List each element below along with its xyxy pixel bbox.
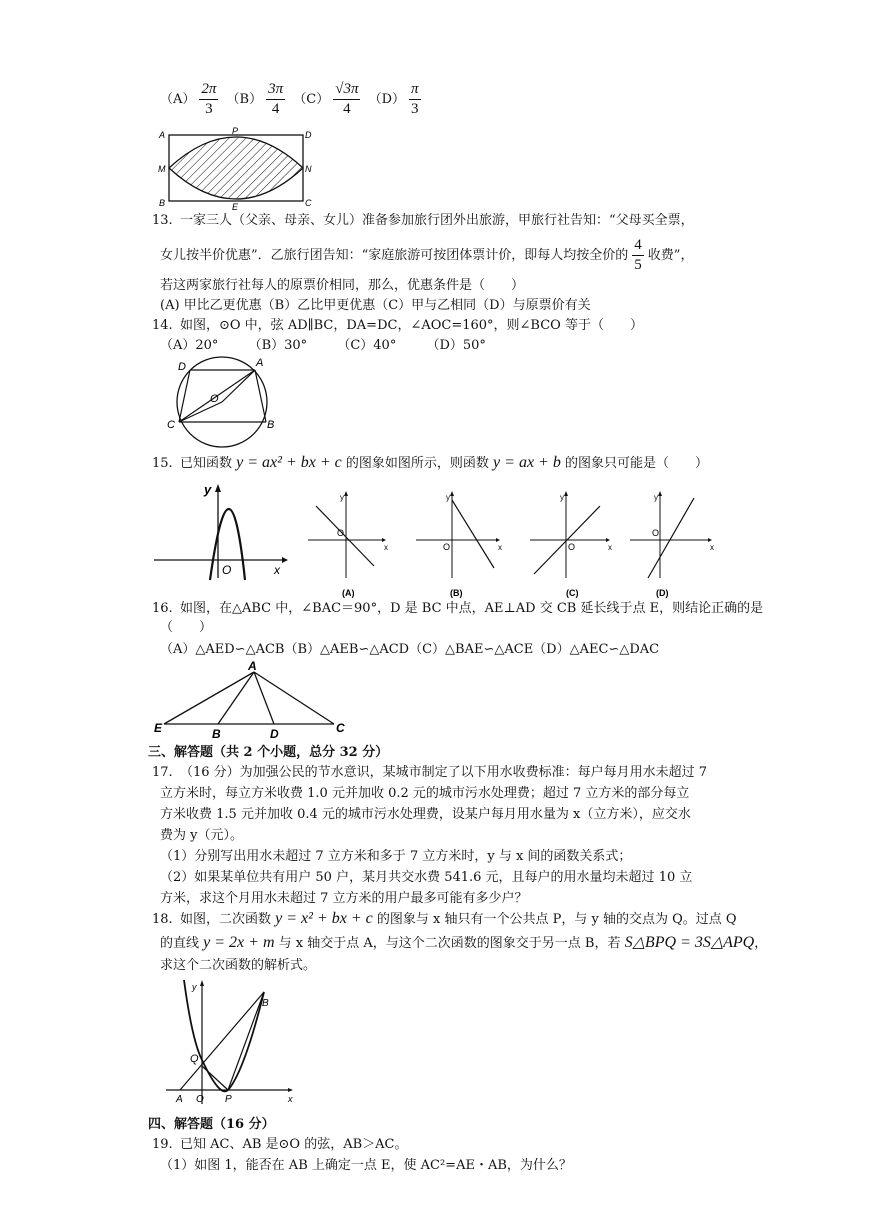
q18-equation-2: y = 2x + m bbox=[203, 934, 275, 951]
q12-d-num: π bbox=[409, 80, 421, 100]
q12-figure bbox=[156, 126, 316, 210]
label-d: D bbox=[178, 361, 186, 373]
q17-line-4: 费为 y（元）。 bbox=[160, 828, 243, 843]
label-b: B bbox=[267, 419, 275, 431]
q12-c-num: √3π bbox=[333, 80, 360, 100]
label-p: P bbox=[232, 126, 239, 136]
b-label: (B) bbox=[450, 588, 463, 598]
q18-text-1b: 的图象与 x 轴只有一个公共点 P，与 y 轴的交点为 Q。过点 Q bbox=[376, 912, 737, 927]
label-q: Q bbox=[190, 1053, 199, 1065]
label-c: C bbox=[167, 419, 175, 431]
d-o: O bbox=[652, 528, 660, 538]
q16-number: 16. bbox=[152, 601, 173, 616]
q17-part-2-cont: 方米，求这个月用水未超过 7 立方米的用户最多可能有多少户？ bbox=[160, 891, 528, 906]
a-x: x bbox=[384, 543, 388, 552]
label-n: N bbox=[305, 164, 312, 174]
d-y: y bbox=[654, 493, 658, 502]
origin-label: O bbox=[222, 563, 232, 577]
label-b: B bbox=[212, 727, 221, 740]
q18-figure bbox=[162, 976, 298, 1108]
q16-options: （A）△AED∽△ACB（B）△AEB∽△ACD（C）△BAE∽△ACE（D）△AEC∽△DAC bbox=[160, 642, 660, 657]
q14-option-a: （A）20° bbox=[160, 338, 219, 353]
q13-text-2a: 女儿按半价优惠”．乙旅行团告知：“家庭旅游可按团体票计价，即每人均按全价的 bbox=[160, 248, 629, 263]
b-x: x bbox=[498, 543, 502, 552]
q15-question bbox=[152, 452, 708, 474]
label-d: D bbox=[305, 130, 312, 140]
q18-text-2b: 与 x 轴交于点 A，与这个二次函数的图象交于另一点 B，若 bbox=[278, 936, 621, 951]
q14-number: 14. bbox=[152, 318, 173, 333]
q18-line-2 bbox=[160, 932, 767, 954]
q16-text: 如图，在△ABC 中，∠BAC＝90°，D 是 BC 中点，AE⊥AD 交 CB 延长线于点 E，则结论正确的是 bbox=[180, 601, 764, 616]
b-o: O bbox=[443, 542, 451, 552]
q17-line-1 bbox=[152, 762, 707, 783]
q15-parabola-graph bbox=[150, 478, 290, 582]
option-d-graph bbox=[630, 491, 714, 598]
label-p: P bbox=[225, 1094, 232, 1105]
q12-c-den: 4 bbox=[343, 101, 351, 117]
q14-option-d: （D）50° bbox=[426, 338, 486, 353]
q12-d-den: 3 bbox=[411, 101, 419, 117]
q13-line-1 bbox=[152, 210, 694, 231]
q13-fraction bbox=[632, 236, 644, 275]
q18-line-3: 求这个二次函数的解析式。 bbox=[160, 958, 317, 973]
q14-figure bbox=[164, 354, 282, 452]
c-o: O bbox=[568, 542, 576, 552]
q16-question bbox=[152, 598, 763, 619]
q12-options bbox=[160, 80, 425, 119]
q19-number: 19. bbox=[152, 1137, 173, 1152]
q14-text: 如图，⊙O 中，弦 AD∥BC，DA=DC，∠AOC=160°，则∠BCO 等于（ ） bbox=[180, 318, 643, 333]
q15-text-b: 的图象如图所示，则函数 bbox=[345, 456, 489, 471]
c-label: (C) bbox=[566, 588, 579, 598]
a-label: (A) bbox=[342, 588, 355, 598]
q15-equation-2: y = ax + b bbox=[493, 454, 561, 471]
axis-x-label: x bbox=[274, 563, 280, 577]
q12-a-num: 2π bbox=[199, 80, 218, 100]
q13-options: (A) 甲比乙更优惠（B）乙比甲更优惠（C）甲与乙相同（D）与原票价有关 bbox=[160, 298, 591, 313]
q13-frac-den: 5 bbox=[634, 257, 642, 273]
section-3-heading: 三、解答题（共 2 个小题，总分 32 分） bbox=[148, 745, 389, 760]
option-c-graph bbox=[530, 491, 612, 598]
q12-b-den: 4 bbox=[271, 101, 280, 117]
label-e: E bbox=[154, 721, 163, 735]
q15-number: 15. bbox=[152, 456, 173, 471]
q19-line-1 bbox=[152, 1134, 408, 1155]
q16-paren: （ ） bbox=[160, 620, 213, 635]
label-c: C bbox=[305, 198, 312, 208]
d-label: (D) bbox=[656, 588, 669, 598]
q18-number: 18. bbox=[152, 912, 173, 927]
q18-area-equation: S△BPQ = 3S△APQ bbox=[624, 934, 755, 951]
q15-text-a: 已知函数 bbox=[180, 456, 233, 471]
label-b: B bbox=[262, 998, 269, 1009]
label-y: y bbox=[192, 982, 197, 992]
hatched-region bbox=[169, 137, 303, 199]
q18-text-1a: 如图，二次函数 bbox=[180, 912, 272, 927]
q16-figure bbox=[150, 660, 356, 740]
label-o: O bbox=[196, 1094, 204, 1105]
q19-part-1: （1）如图 1，能否在 AB 上确定一点 E，使 AC²=AE・AB，为什么？ bbox=[160, 1158, 572, 1173]
q13-line-2 bbox=[160, 236, 693, 275]
q12-b-num: 3π bbox=[266, 80, 285, 100]
q17-number: 17. bbox=[152, 765, 173, 780]
option-b-graph bbox=[416, 491, 502, 598]
label-a: A bbox=[248, 660, 257, 673]
q17-part-1: （1）分别写出用水未超过 7 立方米和多于 7 立方米时，y 与 x 间的函数关系式； bbox=[160, 849, 632, 864]
line-qb bbox=[180, 992, 264, 1090]
q18-equation-1: y = x² + bx + c bbox=[275, 910, 373, 927]
label-a: A bbox=[159, 130, 166, 140]
option-a-graph bbox=[308, 491, 388, 598]
a-o: O bbox=[337, 528, 345, 538]
q14-option-b: （B）30° bbox=[248, 338, 308, 353]
q12-option-c-fraction bbox=[333, 80, 360, 119]
q19-text-1: 已知 AC、AB 是⊙O 的弦，AB＞AC。 bbox=[180, 1137, 408, 1152]
label-b: B bbox=[159, 198, 166, 208]
axis-y-label: y bbox=[204, 482, 212, 497]
label-x: x bbox=[288, 1094, 293, 1104]
q18-text-2c: ， bbox=[754, 936, 768, 951]
label-o: O bbox=[210, 393, 219, 405]
parabola-curve bbox=[184, 980, 264, 1091]
q15-option-graphs bbox=[304, 486, 714, 598]
q13-number: 13. bbox=[152, 213, 173, 228]
label-a: A bbox=[176, 1094, 183, 1105]
q14-option-c: （C）40° bbox=[337, 338, 397, 353]
q12-option-b-fraction bbox=[266, 80, 285, 119]
label-e: E bbox=[232, 202, 239, 210]
b-y: y bbox=[446, 493, 450, 502]
q13-text-2b: 收费”， bbox=[647, 248, 694, 263]
q12-option-c-label: （C） bbox=[293, 92, 330, 107]
q17-line-2: 立方米时，每立方米收费 1.0 元并加收 0.2 元的城市污水处理费；超过 7 立方米的部分每立 bbox=[160, 786, 690, 801]
q18-line-1 bbox=[152, 908, 737, 930]
q13-line-3: 若这两家旅行社每人的原票价相同，那么，优惠条件是（ ） bbox=[160, 278, 525, 293]
q18-text-2a: 的直线 bbox=[160, 936, 200, 951]
label-a: A bbox=[256, 357, 264, 369]
q13-text-1: 一家三人（父亲、母亲、女儿）准备参加旅行团外出旅游，甲旅行社告知：“父母买全票， bbox=[180, 213, 694, 228]
q14-options bbox=[160, 335, 486, 356]
q12-option-a-fraction bbox=[199, 80, 218, 119]
q17-text-1: （16 分）为加强公民的节水意识，某城市制定了以下用水收费标准：每户每月用水未超过 7 bbox=[180, 765, 708, 780]
q13-frac-num: 4 bbox=[632, 236, 644, 256]
label-m: M bbox=[158, 164, 166, 174]
q12-option-d-label: （D） bbox=[368, 92, 406, 107]
q12-a-den: 3 bbox=[205, 101, 213, 117]
q14-question bbox=[152, 315, 643, 336]
q12-option-d-fraction bbox=[409, 80, 421, 119]
q17-line-3: 方米收费 1.5 元并加收 0.4 元的城市污水处理费，设某户每月用水量为 x（立方米），应交水 bbox=[160, 807, 691, 822]
label-c: C bbox=[336, 721, 345, 735]
a-y: y bbox=[340, 493, 344, 502]
q15-text-c: 的图象只可能是（ ） bbox=[564, 456, 708, 471]
d-x: x bbox=[710, 543, 714, 552]
q15-equation-1: y = ax² + bx + c bbox=[236, 454, 342, 471]
q17-part-2: （2）如果某单位共有用户 50 户，某月共交水费 541.6 元，且每户的用水量均未超过 10 立 bbox=[160, 870, 693, 885]
section-4-heading: 四、解答题（16 分） bbox=[148, 1117, 275, 1132]
q12-option-b-label: （B） bbox=[226, 92, 263, 107]
c-y: y bbox=[560, 493, 564, 502]
c-x: x bbox=[608, 543, 612, 552]
q12-option-a-label: （A） bbox=[160, 92, 196, 107]
label-d: D bbox=[270, 727, 279, 740]
